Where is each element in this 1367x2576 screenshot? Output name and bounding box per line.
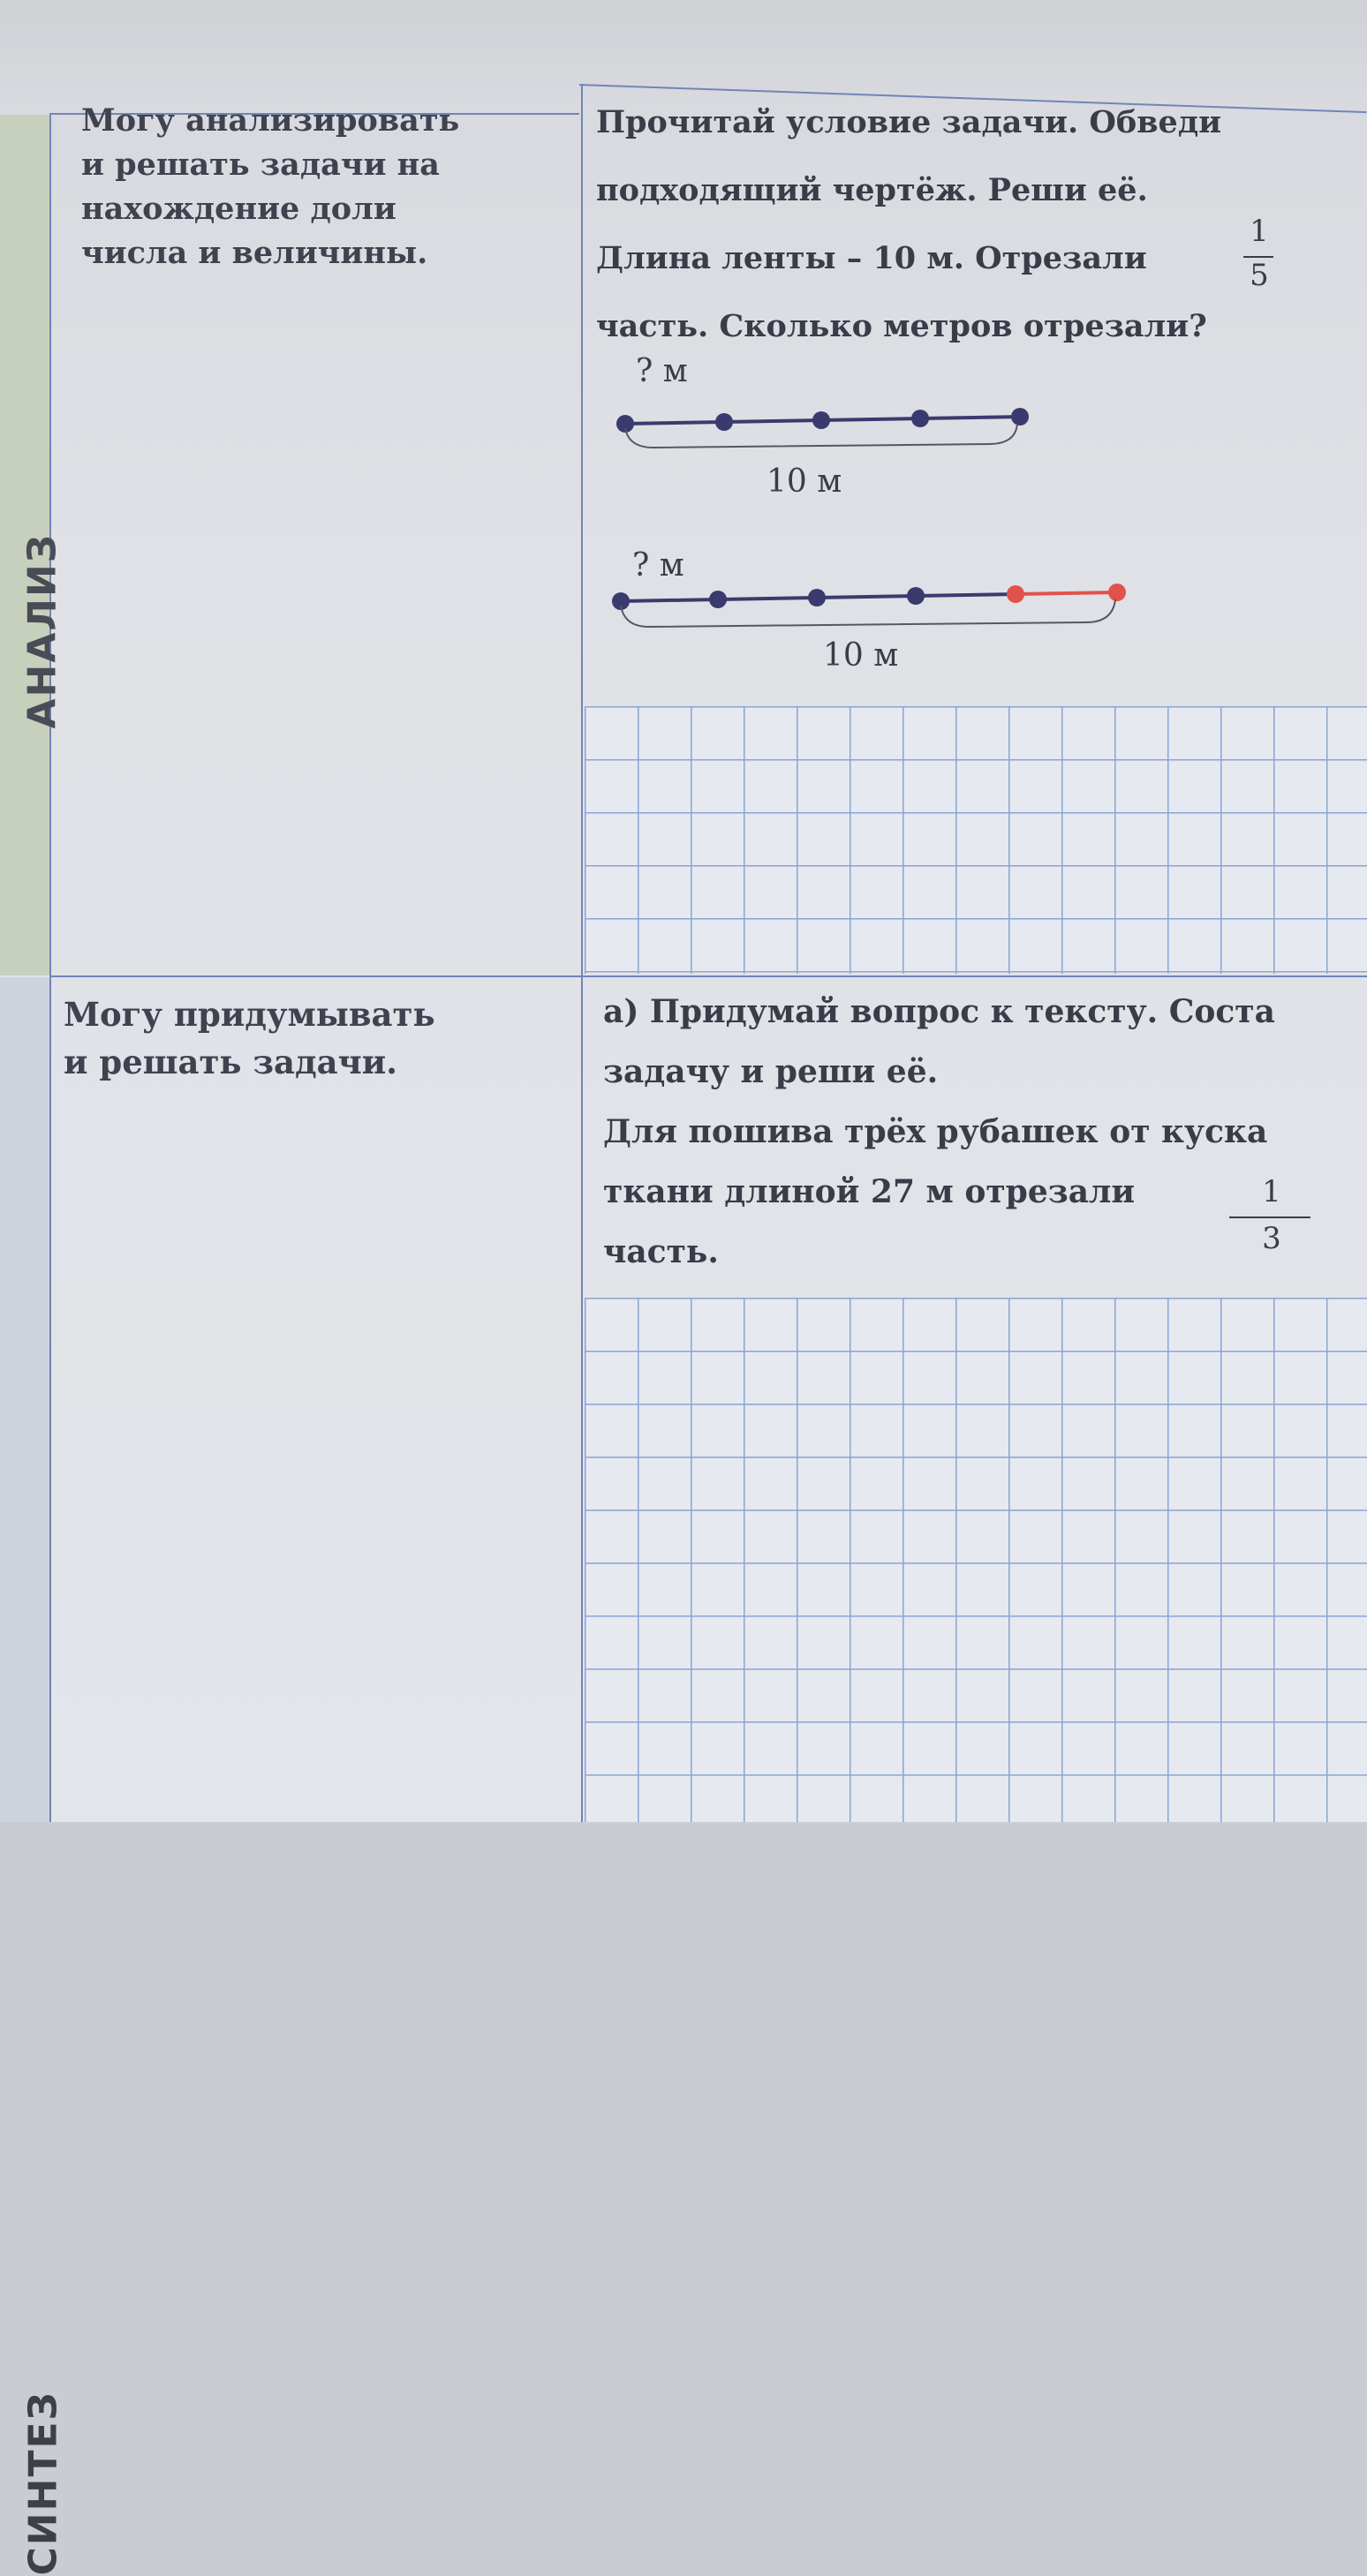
task-line: часть. Сколько метров отрезали? — [596, 308, 1207, 344]
segment-point — [709, 591, 727, 608]
task-cell-row2 — [603, 982, 1275, 1282]
drawing2-unknown-label[interactable]: ? м — [632, 547, 684, 584]
segment-point — [1007, 585, 1024, 603]
brace — [621, 599, 1115, 627]
task-line: ткани длиной 27 м отрезали — [603, 1173, 1136, 1210]
row-divider — [49, 975, 1367, 977]
segment-point — [812, 411, 830, 429]
skill-line: и решать задачи. — [64, 1043, 398, 1081]
fraction-denominator: 5 — [1250, 258, 1269, 293]
sidebar-section-analysis — [0, 115, 65, 975]
answer-grid-row1[interactable] — [585, 706, 1367, 974]
skill-line: Могу придумывать — [64, 995, 435, 1034]
drawing1-total-label: 10 м — [767, 463, 842, 500]
skill-line: нахождение доли — [81, 191, 397, 227]
segment-point — [715, 413, 733, 431]
fraction-numerator: 1 — [1262, 1174, 1281, 1209]
skill-cell-row1 — [81, 99, 459, 275]
cut-part-line — [1016, 592, 1117, 594]
sidebar-section-synthesis — [0, 977, 66, 2576]
drawing1-unknown-label[interactable]: ? м — [636, 353, 688, 389]
skill-line: числа и величины. — [81, 235, 428, 271]
column-divider — [581, 84, 583, 1822]
section-label-synthesis: СИНТЕЗ — [20, 2391, 66, 2576]
segment-point — [1108, 584, 1126, 601]
task-cell-row1 — [596, 88, 1221, 360]
task-line: Прочитай условие задачи. Обведи — [596, 104, 1222, 140]
segment-point — [808, 589, 826, 606]
segment-point — [911, 410, 929, 427]
task-line: Длина ленты – 10 м. Отрезали — [596, 240, 1147, 276]
task-line: а) Придумай вопрос к тексту. Соста — [603, 993, 1275, 1030]
skill-cell-row2 — [64, 990, 435, 1086]
segment-drawing-1[interactable] — [609, 402, 1051, 463]
fraction-denominator: 3 — [1262, 1221, 1281, 1256]
skill-line: и решать задачи на — [81, 147, 440, 183]
segment-drawing-2[interactable] — [605, 578, 1135, 640]
segment-point — [907, 587, 925, 605]
fraction-numerator: 1 — [1250, 214, 1269, 249]
answer-grid-row2[interactable] — [585, 1298, 1367, 1822]
drawing2-total-label: 10 м — [823, 637, 899, 674]
fraction-bar — [1229, 1216, 1310, 1218]
task-line: Для пошива трёх рубашек от куска — [603, 1113, 1268, 1150]
task-line: подходящий чертёж. Реши её. — [596, 172, 1148, 208]
segment-point — [1011, 408, 1029, 426]
skill-line: Могу анализировать — [81, 102, 460, 139]
task-line: задачу и реши её. — [603, 1053, 939, 1090]
section-label-analysis: АНАЛИЗ — [19, 532, 65, 729]
task-line: часть. — [603, 1233, 719, 1270]
